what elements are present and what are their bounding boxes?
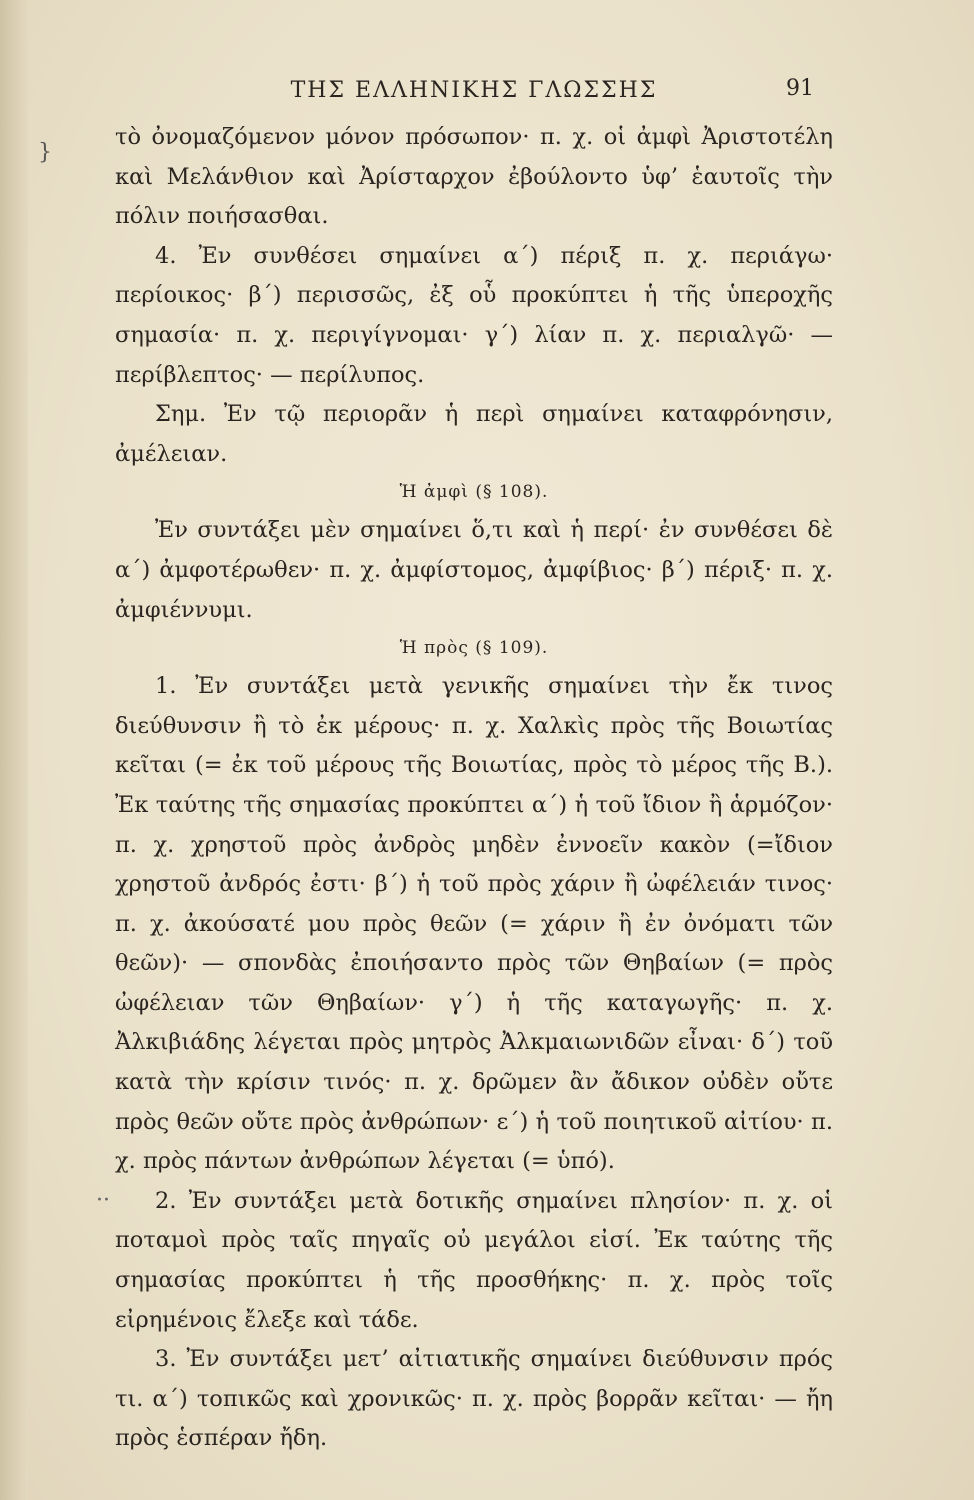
section-heading-amphi: Ἡ ἀμφὶ (§ 108).	[399, 482, 549, 503]
paragraph-pros-3: 3. Ἐν συντάξει μετ’ αἰτιατικῆς σημαίνει διεύθυνσιν πρός τι. α΄) τοπικῶς καὶ χρονικῶς· π. χ. πρὸς βορρᾶν κεῖται· — ἤη πρὸς ἑσπέραν ἤδη.	[115, 1346, 833, 1452]
paragraph-pros-1: 1. Ἐν συντάξει μετὰ γενικῆς σημαίνει τὴν ἔκ τινος διεύθυνσιν ἢ τὸ ἐκ μέρους· π. χ. Χαλκὶς πρὸς τῆς Βοιωτίας κεῖται (= ἐκ τοῦ μέρους τῆς Βοιωτίας, πρὸς τὸ μέρος τῆς Β.). Ἐκ ταύτης τῆς σημασίας προκύπτει α΄) ἡ τοῦ ἴδιον ἢ ἁρμόζον· π. χ. χρηστοῦ πρὸς ἀνδρὸς μηδὲν ἐννοεῖν κακὸν (=ἴδιον χρηστοῦ ἀνδρός ἐστι· β΄) ἡ τοῦ πρὸς χάριν ἢ ὠφέλειάν τινος· π. χ. ἀκούσατέ μου πρὸς θεῶν (= χάριν ἢ ἐν ὀνόματι τῶν θεῶν)· — σπονδὰς ἐποιήσαντο πρὸς τῶν Θηβαίων (= πρὸς ὠφέλειαν τῶν Θηβαίων· γ΄) ἡ τῆς καταγωγῆς· π. χ. Ἀλκιβιάδης λέγεται πρὸς μητρὸς Ἀλκμαιωνιδῶν εἶναι· δ΄) τοῦ κατὰ τὴν κρίσιν τινός· π. χ. δρῶμεν ἂν ἄδικον οὐδὲν οὔτε πρὸς θεῶν οὔτε πρὸς ἀνθρώπων· ε΄) ἡ τοῦ ποιητικοῦ αἰτίου· π. χ. πρὸς πάντων ἀνθρώπων λέγεται (= ὑπό).	[115, 673, 833, 1175]
page-gutter	[0, 0, 28, 1500]
section-heading-pros: Ἡ πρὸς (§ 109).	[399, 638, 549, 659]
page-number: 91	[786, 76, 814, 101]
running-header: ΤΗΣ ΕΛΛΗΝΙΚΗΣ ΓΛΩΣΣΗΣ	[290, 78, 658, 103]
margin-bracket: }	[38, 140, 52, 165]
paragraph-amphi: Ἐν συντάξει μὲν σημαίνει ὅ,τι καὶ ἡ περί· ἐν συνθέσει δὲ α΄) ἀμφοτέρωθεν· π. χ. ἀμφίστομος, ἀμφίβιος· β΄) πέριξ· π. χ. ἀμφιέννυμι.	[115, 517, 833, 623]
paragraph-pros-2: 2. Ἐν συντάξει μετὰ δοτικῆς σημαίνει πλησίον· π. χ. οἱ ποταμοὶ πρὸς ταῖς πηγαῖς οὐ μεγάλοι εἰσί. Ἐκ ταύτης τῆς σημασίας προκύπτει ἡ τῆς προσθήκης· π. χ. πρὸς τοῖς εἰρημένοις ἔλεξε καὶ τάδε.	[115, 1187, 833, 1333]
margin-dots: ··	[96, 1188, 110, 1213]
paragraph-continuation: τὸ ὀνομαζόμενον μόνον πρόσωπον· π. χ. οἱ ἀμφὶ Ἀριστοτέλη καὶ Μελάνθιον καὶ Ἀρίσταρχον ἐβούλοντο ὑφ’ ἑαυτοῖς τὴν πόλιν ποιήσασθαι.	[115, 124, 833, 230]
paragraph-note: Σημ. Ἐν τῷ περιορᾶν ἡ περὶ σημαίνει καταφρόνησιν, ἀμέλειαν.	[115, 401, 833, 467]
body-text	[115, 118, 833, 1459]
paragraph-item-4: 4. Ἐν συνθέσει σημαίνει α΄) πέριξ π. χ. περιάγω· περίοικος· β΄) περισσῶς, ἐξ οὗ προκύπτει ἡ τῆς ὑπεροχῆς σημασία· π. χ. περιγίγνομαι· γ΄) λίαν π. χ. περιαλγῶ· — περίβλεπτος· — περίλυπος.	[115, 242, 833, 388]
